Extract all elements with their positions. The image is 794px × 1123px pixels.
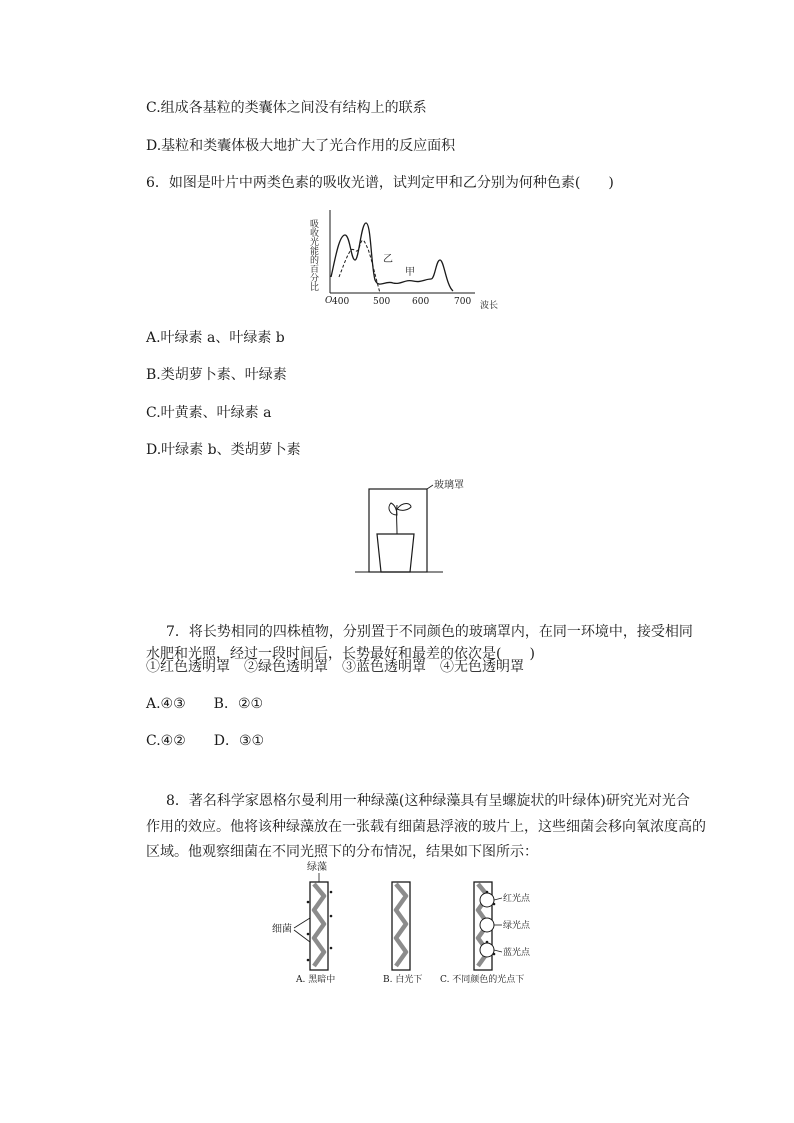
q8-stem-line2: 作用的效应。他将该种绿藻放在一张载有细菌悬浮液的玻片上，这些细菌会移向氧浓度高的 xyxy=(146,819,706,835)
q5-option-d: D.基粒和类囊体极大地扩大了光合作用的反应面积 xyxy=(146,138,456,154)
q8-stem-line3: 区域。他观察细菌在不同光照下的分布情况，结果如下图所示： xyxy=(146,844,538,860)
bacteria-pointer-1 xyxy=(294,918,310,928)
caption-c: C. 不同颜色的光点下 xyxy=(440,975,525,985)
x-tick-400: 400 xyxy=(332,297,350,307)
bacteria-pointer-2 xyxy=(294,930,310,942)
label-bacteria: 细菌 xyxy=(272,924,292,935)
x-tick-600: 600 xyxy=(412,297,430,307)
q5-option-c: C.组成各基粒的类囊体之间没有结构上的联系 xyxy=(146,100,427,116)
x-axis-label: 波长 xyxy=(480,301,499,311)
curve-label-jia: 甲 xyxy=(405,267,415,278)
glass-cover-label: 玻璃罩 xyxy=(434,480,464,491)
y-axis-label: 吸收光能的百分比 xyxy=(308,219,318,291)
q6-option-b: B.类胡萝卜素、叶绿素 xyxy=(146,367,287,383)
absorption-spectrum-figure xyxy=(305,205,515,315)
label-red-spot: 红光点 xyxy=(503,894,531,904)
alga-colored-spots xyxy=(474,882,495,970)
q6-option-d: D.叶绿素 b、类胡萝卜素 xyxy=(146,442,301,458)
q7-items: ①红色透明罩 ②绿色透明罩 ③蓝色透明罩 ④无色透明罩 xyxy=(146,659,524,675)
q7-options-ab: A.④③ B．②① xyxy=(146,696,264,712)
q7-stem-line1: 7．将长势相同的四株植物，分别置于不同颜色的玻璃罩内，在同一环境中，接受相同 xyxy=(166,624,693,640)
q6-stem: 6．如图是叶片中两类色素的吸收光谱，试判定甲和乙分别为何种色素( ) xyxy=(146,175,614,191)
glass-cover-figure xyxy=(355,475,495,580)
alga-white-light xyxy=(392,882,410,970)
label-pointer xyxy=(427,485,433,489)
q7-options-cd: C.④② D．③① xyxy=(146,733,265,749)
q6-option-a: A.叶绿素 a、叶绿素 b xyxy=(146,330,285,346)
curve-label-yi: 乙 xyxy=(383,254,393,265)
origin-label: O xyxy=(325,296,333,306)
alga-dark xyxy=(307,882,333,970)
leaf-left xyxy=(389,503,397,515)
leaf-right xyxy=(397,504,411,511)
flower-pot xyxy=(377,534,414,572)
label-blue-spot: 蓝光点 xyxy=(503,948,531,958)
x-tick-500: 500 xyxy=(373,297,391,307)
glass-cover xyxy=(369,489,427,572)
label-green-spot: 绿光点 xyxy=(503,921,531,931)
caption-a: A. 黑暗中 xyxy=(296,975,336,985)
q8-stem-line1: 8．著名科学家恩格尔曼利用一种绿藻(这种绿藻具有呈螺旋状的叶绿体)研究光对光合 xyxy=(166,793,690,809)
label-alga: 绿藻 xyxy=(307,862,327,873)
x-tick-700: 700 xyxy=(454,297,472,307)
caption-b: B. 白光下 xyxy=(383,975,423,985)
engelmann-experiment-figure xyxy=(270,858,560,988)
q7-stem-line2: 水肥和光照，经过一段时间后，长势最好和最差的依次是( ) xyxy=(146,646,535,662)
q6-option-c: C.叶黄素、叶绿素 a xyxy=(146,405,272,421)
